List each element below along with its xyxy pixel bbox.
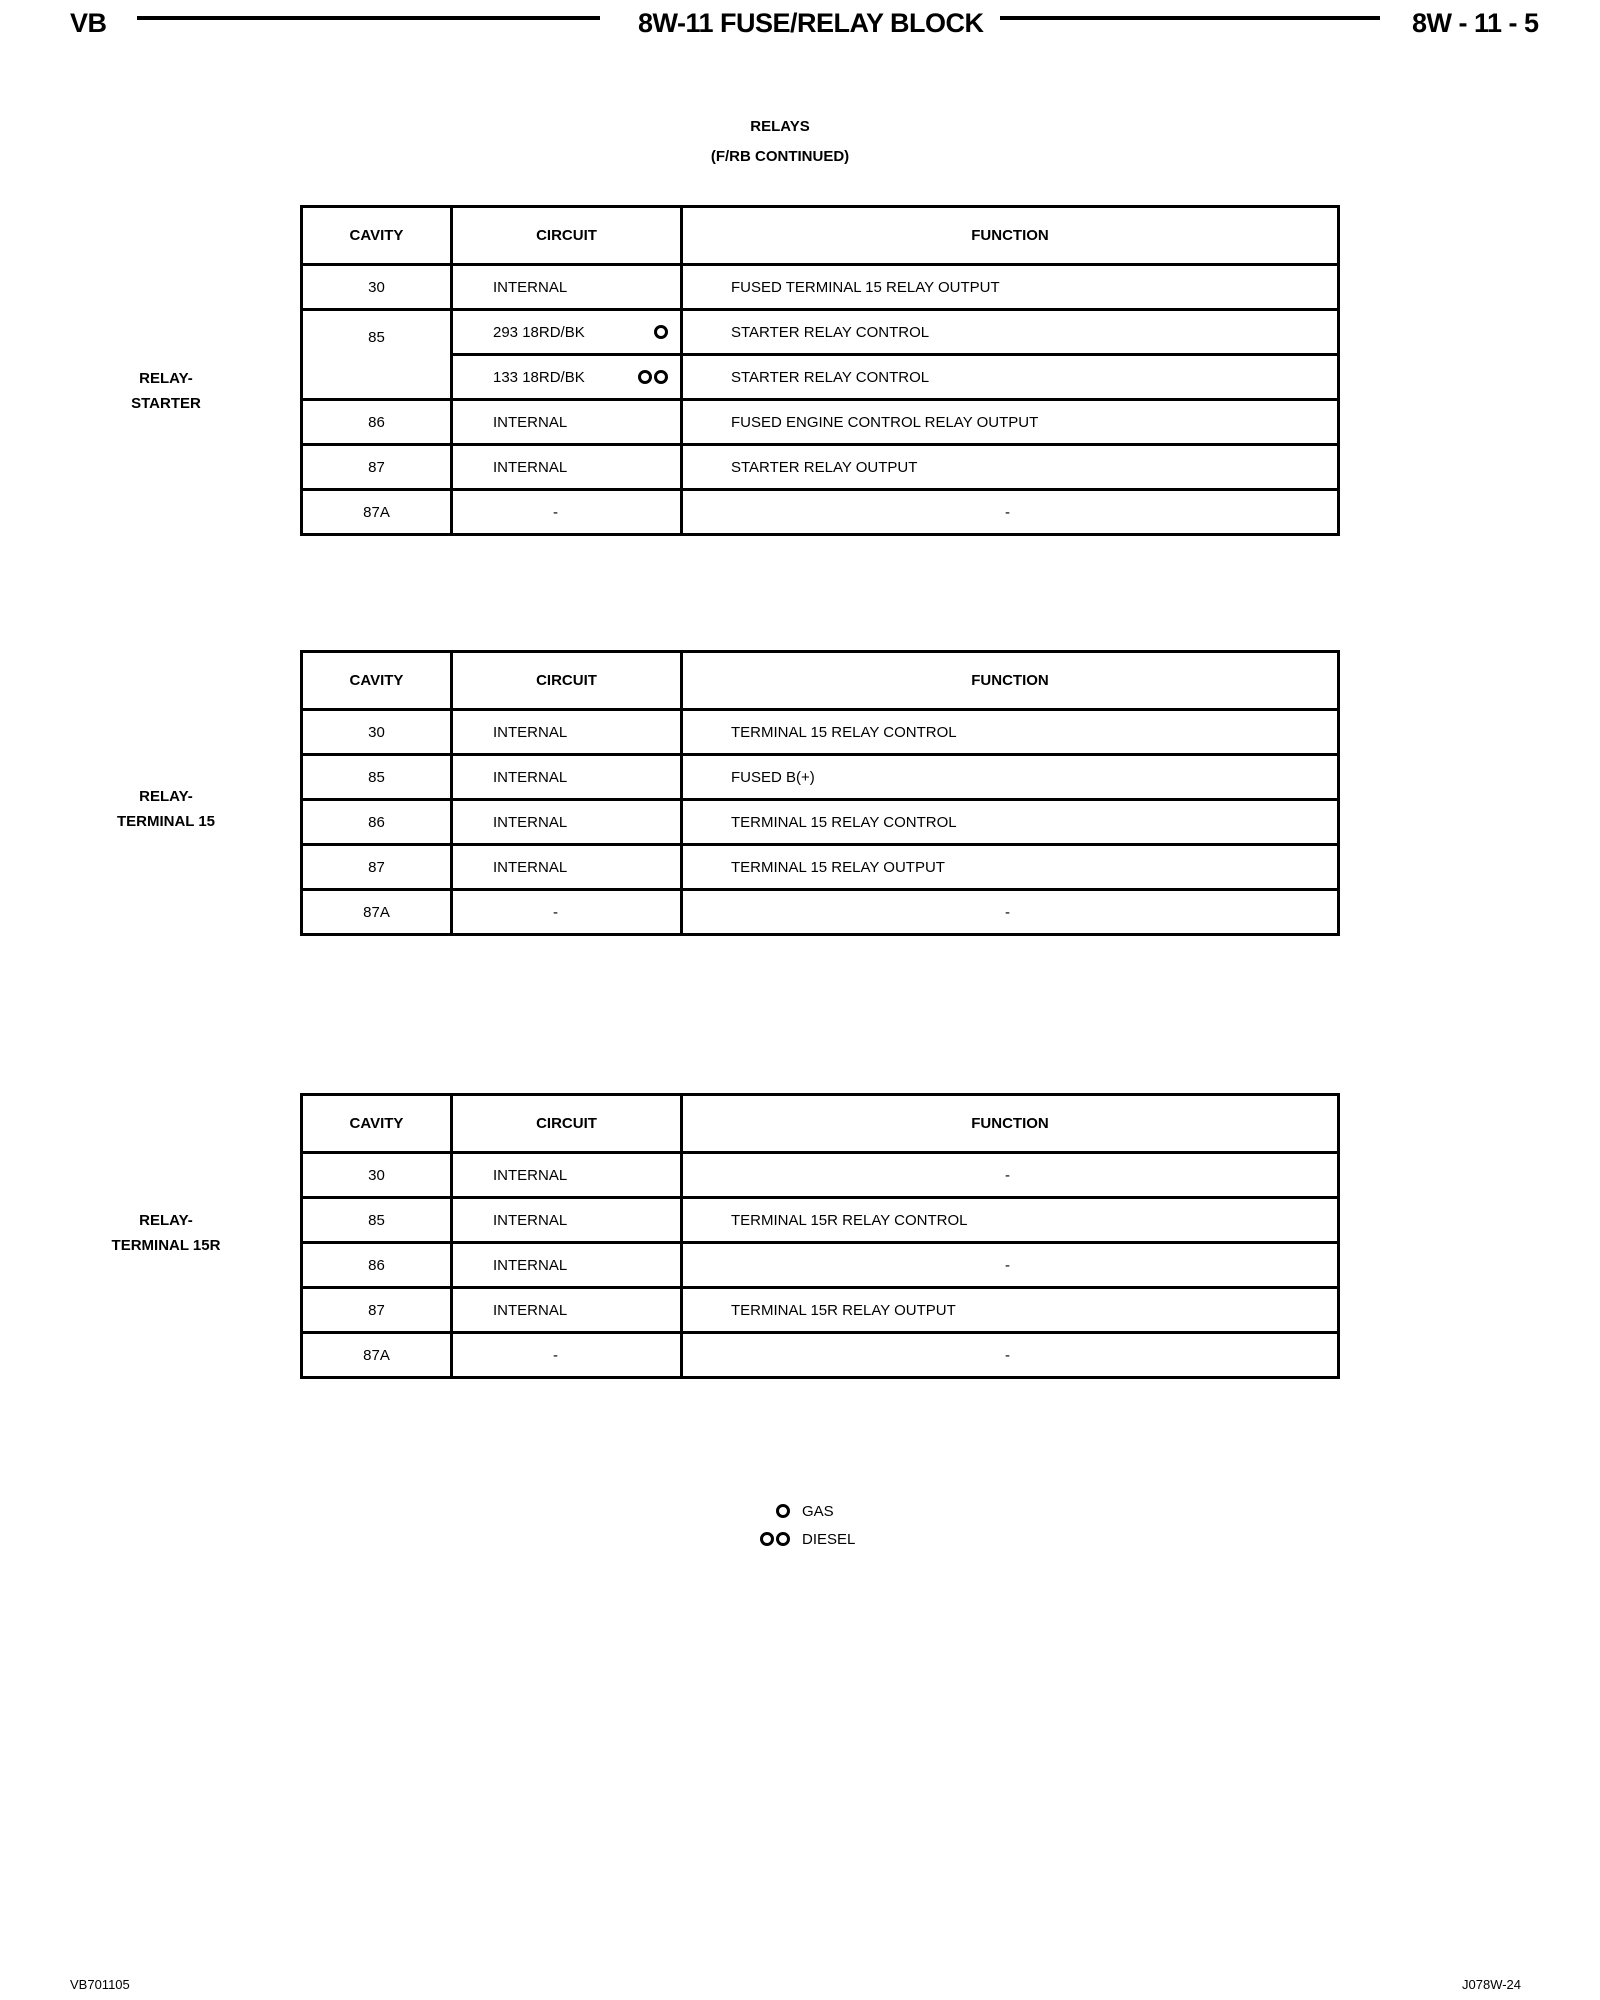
relay-table-starter — [300, 205, 1340, 536]
footer-right-code: J078W-24 — [1462, 1977, 1522, 1992]
legend — [752, 1497, 855, 1553]
col-header-function: FUNCTION — [682, 1095, 1339, 1153]
relay-label-line1: RELAY- — [139, 788, 193, 805]
relay-table-terminal-15 — [300, 650, 1340, 936]
circuit-cell: - — [452, 890, 682, 935]
diesel-marker-icon — [638, 370, 668, 384]
col-header-function: FUNCTION — [682, 207, 1339, 265]
function-cell: TERMINAL 15 RELAY OUTPUT — [682, 845, 1339, 890]
cavity-cell: 87 — [302, 445, 452, 490]
function-cell: TERMINAL 15 RELAY CONTROL — [682, 710, 1339, 755]
cavity-cell: 30 — [302, 265, 452, 310]
relay-label-terminal-15r — [76, 1208, 256, 1258]
function-cell: - — [682, 1333, 1339, 1378]
table-row — [302, 845, 1339, 890]
circuit-text: 293 18RD/BK — [493, 323, 585, 341]
gas-marker-icon — [654, 325, 668, 339]
table-row — [302, 1153, 1339, 1198]
cavity-cell: 87A — [302, 490, 452, 535]
ring-icon — [760, 1532, 774, 1546]
table-row — [302, 890, 1339, 935]
relay-label-line1: RELAY- — [139, 370, 193, 387]
function-cell: TERMINAL 15 RELAY CONTROL — [682, 800, 1339, 845]
ring-icon — [776, 1532, 790, 1546]
circuit-cell: INTERNAL — [452, 710, 682, 755]
function-cell: - — [682, 890, 1339, 935]
ring-icon — [654, 370, 668, 384]
circuit-cell: INTERNAL — [452, 800, 682, 845]
cavity-cell: 87A — [302, 890, 452, 935]
col-header-circuit: CIRCUIT — [452, 207, 682, 265]
diesel-marker-icon — [752, 1532, 790, 1546]
relay-label-line2: TERMINAL 15R — [111, 1237, 221, 1254]
relay-table-terminal-15r — [300, 1093, 1340, 1379]
function-cell: FUSED TERMINAL 15 RELAY OUTPUT — [682, 265, 1339, 310]
legend-diesel-label: DIESEL — [802, 1530, 856, 1548]
table-row — [302, 1288, 1339, 1333]
circuit-cell: - — [452, 490, 682, 535]
relay-label-line1: RELAY- — [139, 1212, 193, 1229]
relay-label-terminal-15 — [76, 784, 256, 834]
circuit-cell: INTERNAL — [452, 400, 682, 445]
col-header-circuit: CIRCUIT — [452, 652, 682, 710]
function-cell: FUSED ENGINE CONTROL RELAY OUTPUT — [682, 400, 1339, 445]
table-row — [302, 710, 1339, 755]
function-cell: - — [682, 490, 1339, 535]
cavity-cell: 86 — [302, 1243, 452, 1288]
function-cell: TERMINAL 15R RELAY CONTROL — [682, 1198, 1339, 1243]
circuit-cell: INTERNAL — [452, 755, 682, 800]
ring-icon — [654, 325, 668, 339]
table-row — [302, 355, 1339, 400]
col-header-function: FUNCTION — [682, 652, 1339, 710]
legend-gas-label: GAS — [802, 1502, 834, 1520]
cavity-cell: 85 — [302, 310, 452, 400]
table-row — [302, 1243, 1339, 1288]
circuit-cell: INTERNAL — [452, 1153, 682, 1198]
cavity-cell: 86 — [302, 400, 452, 445]
cavity-cell: 86 — [302, 800, 452, 845]
table-row — [302, 265, 1339, 310]
table-row — [302, 1333, 1339, 1378]
table-row — [302, 755, 1339, 800]
table-header-row — [302, 1095, 1339, 1153]
col-header-cavity: CAVITY — [302, 207, 452, 265]
cavity-cell: 30 — [302, 710, 452, 755]
table-row — [302, 400, 1339, 445]
table-row — [302, 490, 1339, 535]
function-cell: STARTER RELAY CONTROL — [682, 310, 1339, 355]
table-row — [302, 1198, 1339, 1243]
circuit-cell — [452, 355, 682, 400]
circuit-text: 133 18RD/BK — [493, 368, 585, 386]
circuit-cell — [452, 310, 682, 355]
circuit-cell: INTERNAL — [452, 265, 682, 310]
legend-diesel — [752, 1525, 855, 1553]
header-left-code: VB — [70, 8, 107, 38]
cavity-cell: 87 — [302, 845, 452, 890]
header-rule-left — [137, 16, 600, 20]
cavity-cell: 87A — [302, 1333, 452, 1378]
header-rule-right — [1000, 16, 1380, 20]
function-cell: STARTER RELAY OUTPUT — [682, 445, 1339, 490]
section-subtitle: (F/RB CONTINUED) — [710, 148, 850, 165]
circuit-cell: INTERNAL — [452, 1288, 682, 1333]
footer-left-code: VB701105 — [70, 1977, 130, 1992]
circuit-cell: INTERNAL — [452, 1243, 682, 1288]
legend-gas — [752, 1497, 855, 1525]
circuit-cell: INTERNAL — [452, 845, 682, 890]
col-header-circuit: CIRCUIT — [452, 1095, 682, 1153]
cavity-cell: 85 — [302, 755, 452, 800]
cavity-cell: 85 — [302, 1198, 452, 1243]
table-row — [302, 445, 1339, 490]
function-cell: - — [682, 1243, 1339, 1288]
col-header-cavity: CAVITY — [302, 652, 452, 710]
relay-label-line2: STARTER — [131, 395, 201, 412]
section-title: RELAYS — [750, 118, 810, 135]
cavity-cell: 30 — [302, 1153, 452, 1198]
function-cell: TERMINAL 15R RELAY OUTPUT — [682, 1288, 1339, 1333]
relay-label-starter — [76, 366, 256, 416]
col-header-cavity: CAVITY — [302, 1095, 452, 1153]
page-title: 8W-11 FUSE/RELAY BLOCK — [638, 8, 984, 38]
table-header-row — [302, 207, 1339, 265]
gas-marker-icon — [752, 1504, 790, 1518]
function-cell: - — [682, 1153, 1339, 1198]
cavity-cell: 87 — [302, 1288, 452, 1333]
circuit-cell: INTERNAL — [452, 445, 682, 490]
circuit-cell: - — [452, 1333, 682, 1378]
page-number: 8W - 11 - 5 — [1412, 8, 1539, 38]
function-cell: FUSED B(+) — [682, 755, 1339, 800]
function-cell: STARTER RELAY CONTROL — [682, 355, 1339, 400]
circuit-cell: INTERNAL — [452, 1198, 682, 1243]
relay-label-line2: TERMINAL 15 — [116, 813, 216, 830]
table-row — [302, 310, 1339, 355]
ring-icon — [776, 1504, 790, 1518]
ring-icon — [638, 370, 652, 384]
table-header-row — [302, 652, 1339, 710]
table-row — [302, 800, 1339, 845]
